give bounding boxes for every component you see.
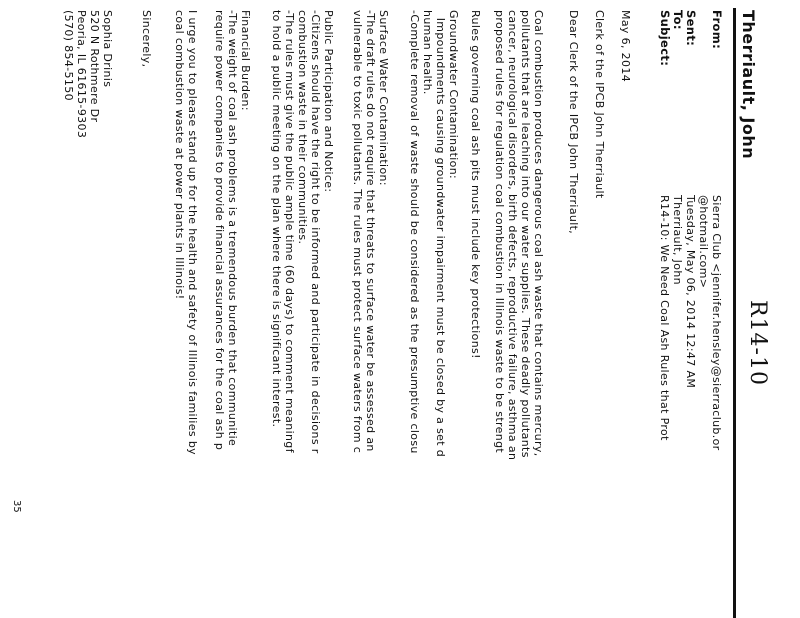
sender-name: Therriault, John (739, 10, 758, 160)
paragraph-line: Impoundments causing groundwater impairment must be closed by a set d (434, 10, 447, 458)
section-heading-surface-water: Surface Water Contamination: (377, 10, 390, 186)
from-label: From: (710, 10, 724, 50)
paragraph-line: require power companies to provide financial assurances for the coal ash p (213, 10, 226, 451)
subject-label: Subject: (658, 10, 672, 67)
paragraph-line: Rules governing coal ash pits must include key protections! (469, 10, 482, 359)
sent-value: Tuesday, May 06, 2014 12:47 AM (684, 195, 697, 389)
signature-phone: (570) 854-5150 (62, 10, 75, 101)
signature-city: Peoria, IL 61615-9303 (75, 10, 88, 139)
paragraph-line: human health. (421, 10, 434, 95)
from-value-continued: @hotmail.com> (697, 195, 710, 289)
header-divider (733, 8, 736, 618)
signature-name: Sophia Drinis (101, 10, 114, 88)
paragraph-line: -Citizens should have the right to be informed and participate in decisions r (309, 10, 322, 454)
paragraph-line: vulnerable to toxic pollutants. The rules must protect surface waters from c (351, 10, 364, 454)
paragraph-line: -The draft rules do not require that threats to surface water be assessed an (364, 10, 377, 452)
letter-salutation: Dear Clerk of the IPCB John Therriault, (567, 10, 580, 235)
section-heading-financial-burden: Financial Burden: (239, 10, 252, 111)
section-heading-public-participation: Public Participation and Notice: (322, 10, 335, 193)
paragraph-line: coal combustion waste at power plants in Illinois! (173, 10, 186, 300)
sent-label: Sent: (684, 10, 698, 47)
paragraph-line: to hold a public meeting on the plan where there is significant interest. (270, 10, 283, 428)
signature-address: 520 N Rothmere Dr (88, 10, 101, 123)
section-heading-groundwater: Groundwater Contamination: (447, 10, 460, 180)
paragraph-line: Coal combustion produces dangerous coal ash waste that contains mercury, (532, 10, 545, 457)
letter-recipient: Clerk of the IPCB John Therriault (593, 10, 606, 199)
page-number: 35 (11, 500, 22, 513)
paragraph-line: pollutants that are leaching into our water supplies. These deadly pollutants (519, 10, 532, 458)
paragraph-line: I urge you to please stand up for the health and safety of Illinois families by (186, 10, 199, 456)
paragraph-line: cancer, neurological disorders, birth defects, reproductive failure, asthma an (506, 10, 519, 461)
letter-date: May 6, 2014 (619, 10, 632, 83)
paragraph-line: proposed rules for regulation coal combustion in Illinois waste to be strengt (493, 10, 506, 454)
docket-reference: R14-10 (745, 300, 770, 386)
paragraph-line: combustion waste in their communities. (296, 10, 309, 245)
to-label: To: (671, 10, 685, 30)
subject-value: R14-10: We Need Coal Ash Rules that Prot (658, 195, 671, 441)
to-value: Therriault, John (671, 195, 684, 285)
letter-closing: Sincerely, (140, 10, 153, 68)
paragraph-line: -Complete removal of waste should be considered as the presumptive closu (408, 10, 421, 454)
from-value: Sierra Club <jennifer.hensley@sierraclub.or (710, 195, 723, 451)
paragraph-line: -The rules must give the public ample time (60 days) to comment meaningf (283, 10, 296, 453)
paragraph-line: -The weight of coal ash problems is a tremendous burden that communitie (226, 10, 239, 447)
